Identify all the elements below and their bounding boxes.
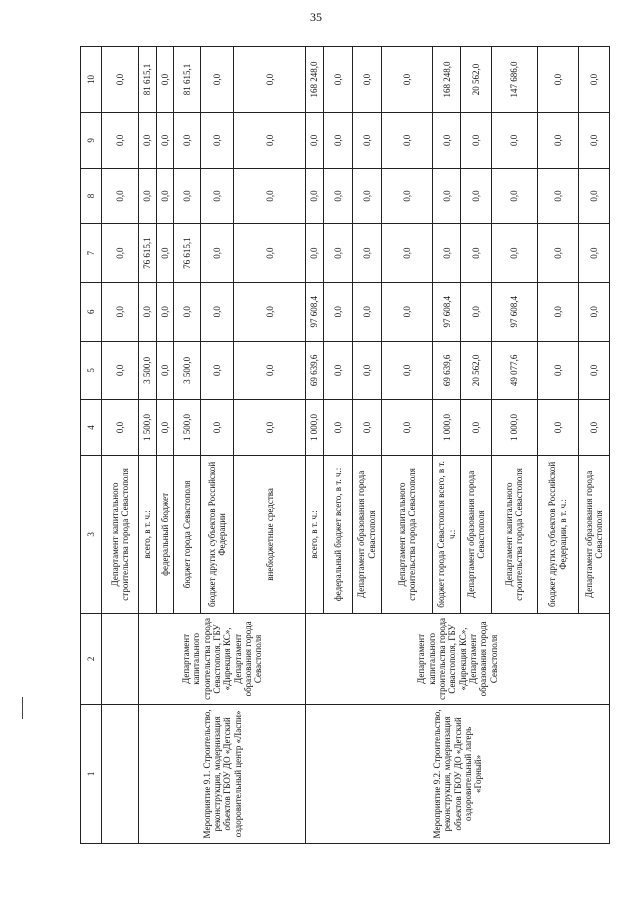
cell-value: 0,0 (578, 282, 609, 341)
col-header-1: 1 (81, 704, 102, 843)
measure-9-2-title: Мероприятие 9.2. Строительство, реконструкция, модернизация объектов ГБОУ ДО «Детский оздоровительный лагерь «Горный» (306, 704, 610, 843)
cell-value: 1 000,0 (306, 400, 324, 456)
scan-edge-mark (22, 697, 23, 719)
cell-value: 0,0 (323, 400, 352, 456)
cell-value: 0,0 (102, 112, 139, 168)
cell-value: 1 500,0 (174, 400, 201, 456)
cell-value: 0,0 (381, 47, 433, 113)
cell-value: 0,0 (323, 112, 352, 168)
measure-9-1-executors: Департамент капитального строительства города Севастополя, ГБУ «Дирекция КС», Департамент образования города Севастополя (139, 614, 306, 705)
cell-value: 0,0 (352, 341, 381, 400)
cell-value: 0,0 (352, 47, 381, 113)
cell-value: 147 686,0 (492, 47, 537, 113)
cell-value: 0,0 (537, 400, 578, 456)
cell-source: бюджет города Севастополя (174, 455, 201, 613)
col-header-2: 2 (81, 614, 102, 705)
cell-source: Департамент образования города Севастополя (578, 455, 609, 613)
cell-value: 0,0 (102, 400, 139, 456)
cell-value: 0,0 (201, 282, 234, 341)
cell-value: 69 639,6 (433, 341, 461, 400)
cell-value: 0,0 (537, 112, 578, 168)
cell-value: 97 608,4 (433, 282, 461, 341)
cell-value: 0,0 (139, 168, 157, 224)
cell-value: 0,0 (234, 168, 306, 224)
cell-value: 81 615,1 (174, 47, 201, 113)
cell-value: 168 248,0 (433, 47, 461, 113)
cell-source: внебюджетные средства (234, 455, 306, 613)
cell-value: 0,0 (139, 112, 157, 168)
cell-value: 0,0 (323, 282, 352, 341)
cell-value: 0,0 (461, 282, 492, 341)
cell-value: 0,0 (201, 112, 234, 168)
cell-value: 0,0 (352, 224, 381, 283)
cell-value: 0,0 (537, 341, 578, 400)
cell-value: 0,0 (306, 112, 324, 168)
cell-value: 0,0 (537, 224, 578, 283)
cell-value: 3 500,0 (139, 341, 157, 400)
table-row (139, 47, 157, 844)
cell-col2 (102, 614, 139, 705)
cell-value: 0,0 (102, 224, 139, 283)
table-row (306, 47, 324, 844)
cell-source: Департамент капитального строительства города Севастополя (102, 455, 139, 613)
cell-col1 (102, 704, 139, 843)
cell-value: 0,0 (174, 282, 201, 341)
rotated-table-wrapper (80, 46, 610, 844)
col-header-3: 3 (81, 455, 102, 613)
cell-value: 76 615,1 (174, 224, 201, 283)
cell-value: 0,0 (156, 282, 174, 341)
cell-value: 0,0 (381, 112, 433, 168)
cell-value: 0,0 (461, 112, 492, 168)
cell-value: 0,0 (323, 47, 352, 113)
cell-value: 20 562,0 (461, 341, 492, 400)
cell-value: 0,0 (492, 112, 537, 168)
cell-source: Департамент образования города Севастополя (352, 455, 381, 613)
cell-value: 0,0 (102, 47, 139, 113)
cell-value: 0,0 (433, 168, 461, 224)
header-row (81, 47, 102, 844)
cell-value: 0,0 (381, 224, 433, 283)
cell-source: всего, в т. ч.: (306, 455, 324, 613)
col-header-4: 4 (81, 400, 102, 456)
cell-value: 0,0 (578, 112, 609, 168)
cell-value: 0,0 (578, 400, 609, 456)
cell-value: 1 500,0 (139, 400, 157, 456)
measure-9-2-executors: Департамент капитального строительства города Севастополя, ГБУ «Дирекция КС», Департамент образования города Севастополя (306, 614, 610, 705)
cell-value: 0,0 (578, 224, 609, 283)
cell-value: 97 608,4 (306, 282, 324, 341)
cell-value: 0,0 (537, 282, 578, 341)
cell-value: 0,0 (323, 341, 352, 400)
cell-value: 0,0 (234, 112, 306, 168)
cell-value: 0,0 (234, 341, 306, 400)
cell-value: 0,0 (156, 47, 174, 113)
cell-value: 0,0 (156, 112, 174, 168)
cell-value: 0,0 (306, 168, 324, 224)
cell-source: Департамент капитального строительства города Севастополя (381, 455, 433, 613)
cell-value: 0,0 (156, 400, 174, 456)
cell-value: 0,0 (433, 112, 461, 168)
col-header-5: 5 (81, 341, 102, 400)
cell-value: 0,0 (102, 168, 139, 224)
cell-value: 0,0 (352, 112, 381, 168)
cell-source: бюджет города Севастополя всего, в т. ч.: (433, 455, 461, 613)
cell-value: 0,0 (433, 224, 461, 283)
cell-value: 0,0 (306, 224, 324, 283)
cell-value: 0,0 (537, 168, 578, 224)
cell-value: 0,0 (352, 168, 381, 224)
cell-value: 0,0 (156, 341, 174, 400)
cell-value: 0,0 (352, 400, 381, 456)
cell-value: 81 615,1 (139, 47, 157, 113)
cell-value: 0,0 (139, 282, 157, 341)
cell-value: 0,0 (578, 341, 609, 400)
cell-value: 0,0 (381, 400, 433, 456)
cell-value: 0,0 (381, 168, 433, 224)
cell-value: 168 248,0 (306, 47, 324, 113)
col-header-7: 7 (81, 224, 102, 283)
cell-value: 0,0 (461, 168, 492, 224)
cell-value: 0,0 (156, 168, 174, 224)
cell-value: 0,0 (201, 47, 234, 113)
cell-value: 97 608,4 (492, 282, 537, 341)
cell-value: 0,0 (461, 224, 492, 283)
cell-value: 76 615,1 (139, 224, 157, 283)
cell-value: 1 000,0 (492, 400, 537, 456)
cell-value: 0,0 (461, 400, 492, 456)
cell-value: 0,0 (323, 224, 352, 283)
cell-value: 0,0 (102, 341, 139, 400)
cell-source: Департамент капитального строительства города Севастополя (492, 455, 537, 613)
col-header-10: 10 (81, 47, 102, 113)
cell-value: 0,0 (234, 224, 306, 283)
page-number: 35 (310, 10, 322, 24)
cell-source: бюджет других субъектов Российской Федерации (201, 455, 234, 613)
cell-value: 69 639,6 (306, 341, 324, 400)
col-header-9: 9 (81, 112, 102, 168)
cell-value: 0,0 (537, 47, 578, 113)
table-row (102, 47, 139, 844)
cell-value: 20 562,0 (461, 47, 492, 113)
col-header-8: 8 (81, 168, 102, 224)
cell-value: 0,0 (156, 224, 174, 283)
cell-value: 0,0 (102, 282, 139, 341)
cell-source: федеральный бюджет (156, 455, 174, 613)
cell-value: 0,0 (578, 47, 609, 113)
cell-value: 0,0 (381, 282, 433, 341)
cell-value: 0,0 (201, 224, 234, 283)
budget-table (80, 46, 610, 844)
cell-value: 3 500,0 (174, 341, 201, 400)
cell-value: 0,0 (234, 47, 306, 113)
cell-value: 0,0 (323, 168, 352, 224)
cell-source: федеральный бюджет всего, в т. ч.: (323, 455, 352, 613)
cell-value: 0,0 (201, 168, 234, 224)
cell-value: 0,0 (234, 282, 306, 341)
cell-value: 0,0 (578, 168, 609, 224)
cell-value: 0,0 (234, 400, 306, 456)
col-header-6: 6 (81, 282, 102, 341)
measure-9-1-title: Мероприятие 9.1. Строительство, реконструкция, модернизация объектов ГБОУ ДО «Детский оздоровительный центр «Ласпи» (139, 704, 306, 843)
cell-value: 0,0 (174, 112, 201, 168)
cell-value: 0,0 (352, 282, 381, 341)
cell-value: 49 077,6 (492, 341, 537, 400)
cell-value: 0,0 (174, 168, 201, 224)
cell-source: бюджет других субъектов Российской Федерации, в т. ч.: (537, 455, 578, 613)
cell-value: 0,0 (381, 341, 433, 400)
cell-value: 0,0 (492, 224, 537, 283)
cell-source: всего, в т. ч.: (139, 455, 157, 613)
cell-source: Департамент образования города Севастополя (461, 455, 492, 613)
cell-value: 0,0 (201, 341, 234, 400)
cell-value: 0,0 (201, 400, 234, 456)
cell-value: 1 000,0 (433, 400, 461, 456)
cell-value: 0,0 (492, 168, 537, 224)
